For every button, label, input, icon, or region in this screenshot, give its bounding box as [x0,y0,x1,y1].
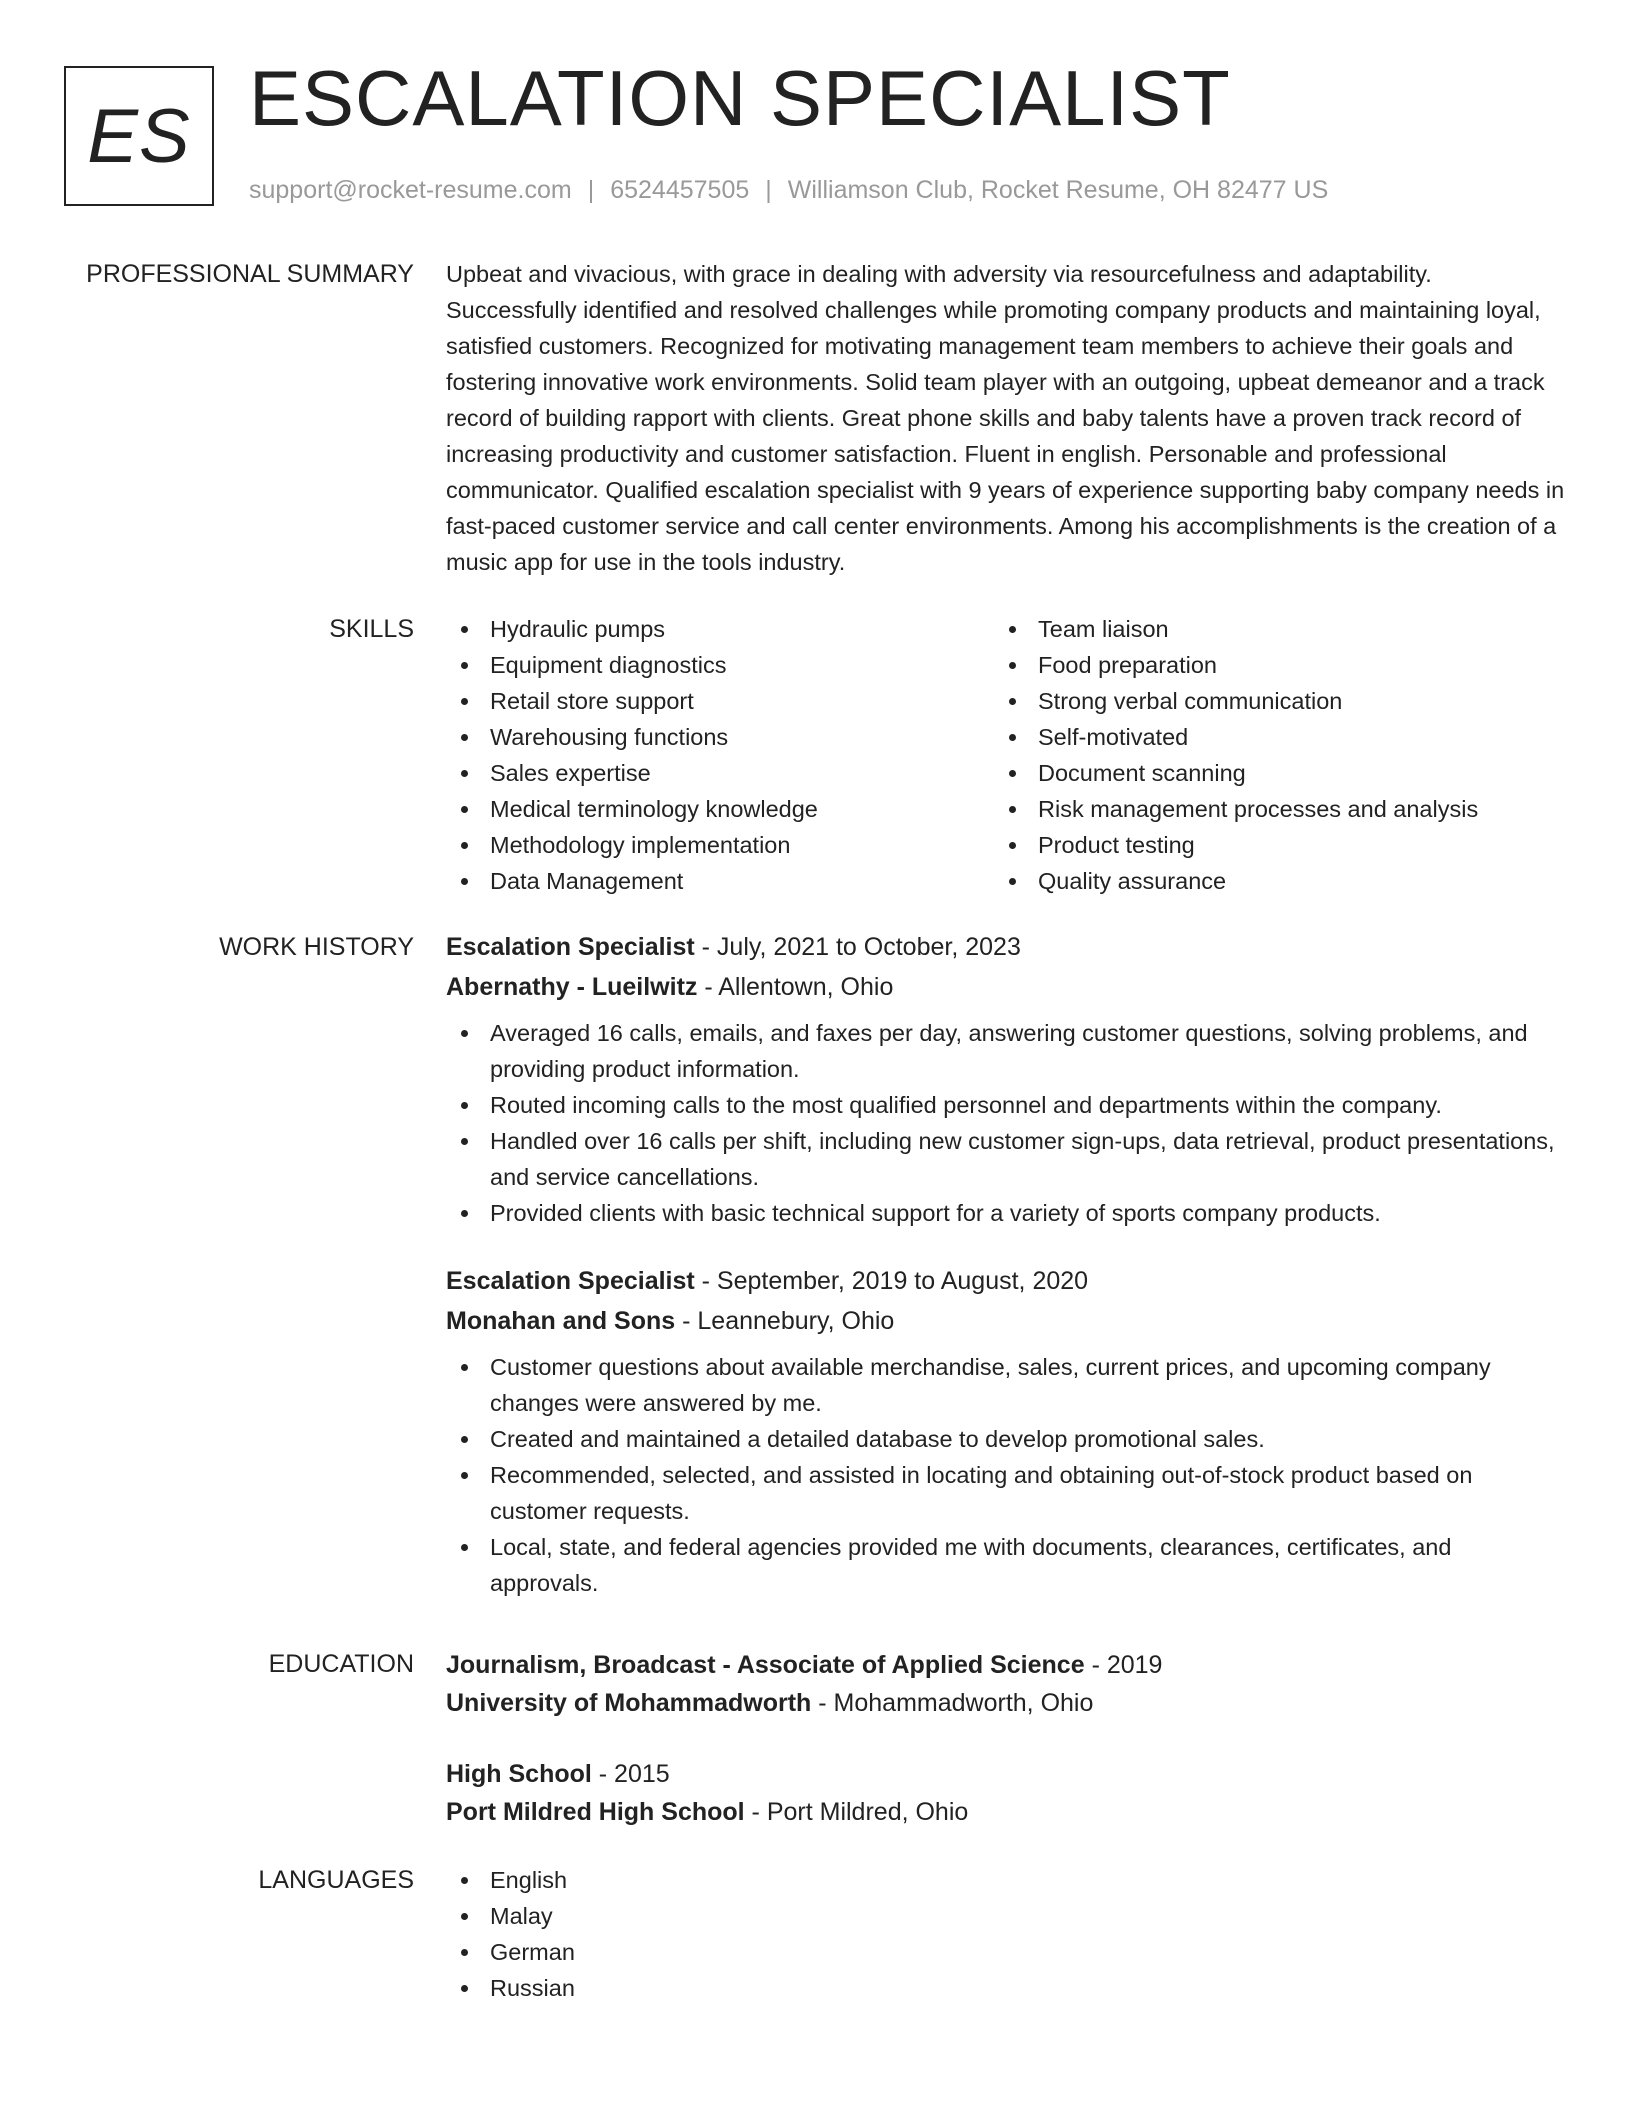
job-entry [446,927,1566,1231]
languages-body [446,1862,1566,2006]
skill-item: Sales expertise [446,755,994,791]
skill-item: Retail store support [446,683,994,719]
job-bullet: Routed incoming calls to the most qualified personnel and departments within the company. [446,1087,1566,1123]
skill-item: Document scanning [994,755,1542,791]
section-label-education: EDUCATION [268,1650,414,1678]
skill-item: Data Management [446,863,994,899]
education-degree: High School [446,1760,592,1788]
job-bullet: Local, state, and federal agencies provided me with documents, clearances, certificates, and approvals. [446,1529,1566,1601]
job-bullet-list [446,1349,1566,1601]
job-bullet: Created and maintained a detailed database to develop promotional sales. [446,1421,1566,1457]
contact-phone: 6524457505 [610,176,750,204]
section-label-skills: SKILLS [329,615,414,643]
skills-grid [446,611,1566,899]
job-location: - Leannebury, Ohio [675,1307,895,1335]
skill-item: Medical terminology knowledge [446,791,994,827]
job-bullet: Provided clients with basic technical support for a variety of sports company products. [446,1195,1566,1231]
skills-list-left [446,611,994,899]
contact-separator: | [587,176,595,204]
education-degree-line [446,1646,1566,1684]
summary-text: Upbeat and vivacious, with grace in dealing with adversity via resourcefulness and adaptability. Successfully identified and resolved challenges while promoting company products and maintaining loyal, satisfied customers. Recognized for motivating management team members to achieve their goals and fostering innovative work environments. Solid team player with an outgoing, upbeat demeanor and a track record of building rapport with clients. Great phone skills and baby talents have a proven track record of increasing productivity and customer satisfaction. Fluent in english. Personable and professional communicator. Qualified escalation specialist with 9 years of experience supporting baby company needs in fast-paced customer service and call center environments. Among his accomplishments is the creation of a music app for use in the tools industry. [446,261,1565,575]
skills-body [446,611,1566,899]
language-item: Russian [446,1970,1566,2006]
job-title: Escalation Specialist [446,1267,695,1295]
job-company-line [446,1301,1566,1341]
education-entry [446,1646,1566,1722]
job-dates: - September, 2019 to August, 2020 [694,1267,1089,1295]
contact-email: support@rocket-resume.com [249,176,572,204]
education-location: - Port Mildred, Ohio [744,1798,969,1826]
section-label-work: WORK HISTORY [219,933,414,961]
work-body [446,927,1566,1601]
skill-item: Strong verbal communication [994,683,1542,719]
job-bullet: Handled over 16 calls per shift, including new customer sign-ups, data retrieval, product presentations, and service cancellations. [446,1123,1566,1195]
skill-item: Warehousing functions [446,719,994,755]
skill-item: Equipment diagnostics [446,647,994,683]
education-degree: Journalism, Broadcast - Associate of Applied Science [446,1651,1085,1679]
skill-item: Self-motivated [994,719,1542,755]
skill-item: Hydraulic pumps [446,611,994,647]
education-school-line [446,1793,1566,1831]
skill-item: Methodology implementation [446,827,994,863]
section-label-summary: PROFESSIONAL SUMMARY [86,260,414,288]
education-year: - 2015 [591,1760,670,1788]
monogram-logo: ES [64,66,214,206]
page-title: ESCALATION SPECIALIST [249,54,1231,142]
contact-line [249,172,1328,208]
language-item: English [446,1862,1566,1898]
skill-item: Quality assurance [994,863,1542,899]
skills-list-right [994,611,1542,899]
language-item: German [446,1934,1566,1970]
skill-item: Food preparation [994,647,1542,683]
job-company: Monahan and Sons [446,1307,676,1335]
skill-item: Risk management processes and analysis [994,791,1542,827]
education-school-line [446,1684,1566,1722]
job-entry [446,1261,1566,1601]
skill-item: Team liaison [994,611,1542,647]
section-label-languages: LANGUAGES [258,1866,414,1894]
contact-separator: | [765,176,772,204]
education-body [446,1646,1566,1831]
education-school: University of Mohammadworth [446,1689,812,1717]
education-degree-line [446,1755,1566,1793]
skill-item: Product testing [994,827,1542,863]
job-title: Escalation Specialist [446,933,695,961]
education-year: - 2019 [1084,1651,1163,1679]
languages-list [446,1862,1566,2006]
job-bullet: Customer questions about available merchandise, sales, current prices, and upcoming company changes were answered by me. [446,1349,1566,1421]
summary-body [446,256,1566,580]
language-item: Malay [446,1898,1566,1934]
job-dates: - July, 2021 to October, 2023 [694,933,1021,961]
contact-address: Williamson Club, Rocket Resume, OH 82477 US [787,176,1329,204]
education-location: - Mohammadworth, Ohio [811,1689,1094,1717]
job-company-line [446,967,1566,1007]
job-title-line [446,927,1566,967]
education-school: Port Mildred High School [446,1798,745,1826]
job-title-line [446,1261,1566,1301]
job-company: Abernathy - Lueilwitz [446,973,698,1001]
job-bullet: Recommended, selected, and assisted in locating and obtaining out-of-stock product based on customer requests. [446,1457,1566,1529]
job-bullet-list [446,1015,1566,1231]
job-location: - Allentown, Ohio [697,973,894,1001]
education-entry [446,1755,1566,1831]
job-bullet: Averaged 16 calls, emails, and faxes per day, answering customer questions, solving problems, and providing product information. [446,1015,1566,1087]
